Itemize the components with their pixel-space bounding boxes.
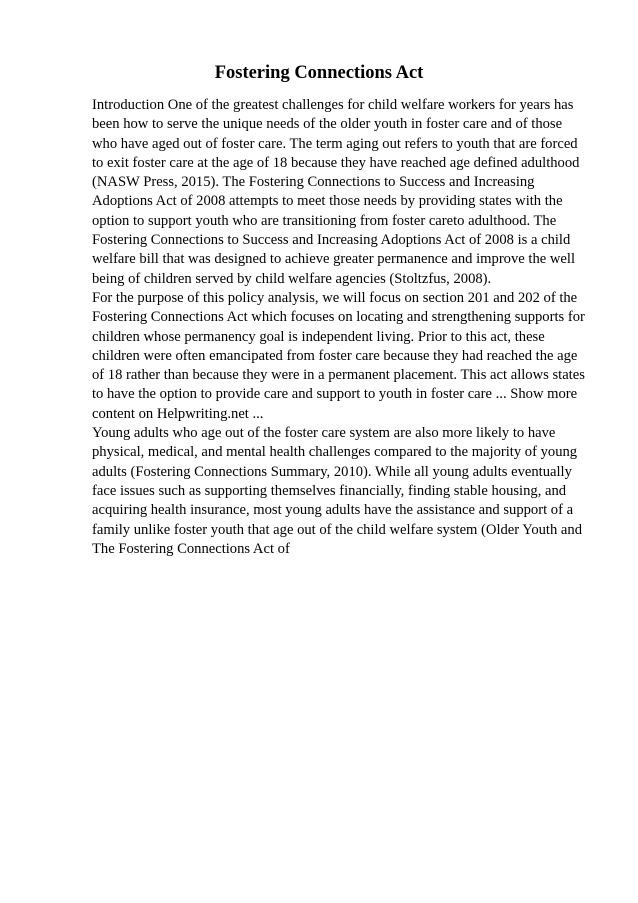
text-line: For the purpose of this policy analysis, we will focus on section 201 and 202 of the <box>92 289 578 306</box>
text-line: Adoptions Act of 2008 attempts to meet those needs by providing states with the <box>92 193 563 210</box>
document-body <box>92 96 592 559</box>
text-line: children were often emancipated from foster care because they had reached the age <box>92 347 578 364</box>
text-line: Fostering Connections Act which focuses on locating and strengthening supports for <box>92 309 585 326</box>
text-line: been how to serve the unique needs of the older youth in foster care and of those <box>92 116 563 133</box>
text-line: (NASW Press, 2015). The Fostering Connections to Success and Increasing <box>92 174 535 191</box>
text-line: family unlike foster youth that age out of the child welfare system (Older Youth and <box>92 521 582 538</box>
text-line: adults (Fostering Connections Summary, 2010). While all young adults eventually <box>92 463 572 480</box>
text-line: of 18 rather than because they were in a permanent placement. This act allows states <box>92 367 585 384</box>
text-line: being of children served by child welfare agencies (Stoltzfus, 2008). <box>92 270 492 287</box>
text-line: children whose permanency goal is independent living. Prior to this act, these <box>92 328 545 345</box>
text-line: welfare bill that was designed to achieve greater permanence and improve the well <box>92 251 576 268</box>
text-line: acquiring health insurance, most young adults have the assistance and support of a <box>92 502 574 519</box>
document-title: Fostering Connections Act <box>214 63 424 83</box>
text-line: content on Helpwriting.net ... <box>92 405 264 422</box>
text-line: The Fostering Connections Act of <box>92 540 290 557</box>
text-line: Young adults who age out of the foster care system are also more likely to have <box>92 425 556 442</box>
text-line: option to support youth who are transitioning from foster careto adulthood. The <box>92 212 557 229</box>
text-line: to have the option to provide care and support to youth in foster care ... Show more <box>92 386 578 403</box>
text-line: who have aged out of foster care. The term aging out refers to youth that are forced <box>92 135 578 152</box>
text-line: Introduction One of the greatest challenges for child welfare workers for years has <box>92 97 574 113</box>
text-line: Fostering Connections to Success and Increasing Adoptions Act of 2008 is a child <box>92 232 571 249</box>
text-line: face issues such as supporting themselves financially, finding stable housing, and <box>92 482 567 499</box>
text-line: to exit foster care at the age of 18 because they have reached age defined adulthood <box>92 154 580 171</box>
text-line: physical, medical, and mental health challenges compared to the majority of young <box>92 444 578 461</box>
